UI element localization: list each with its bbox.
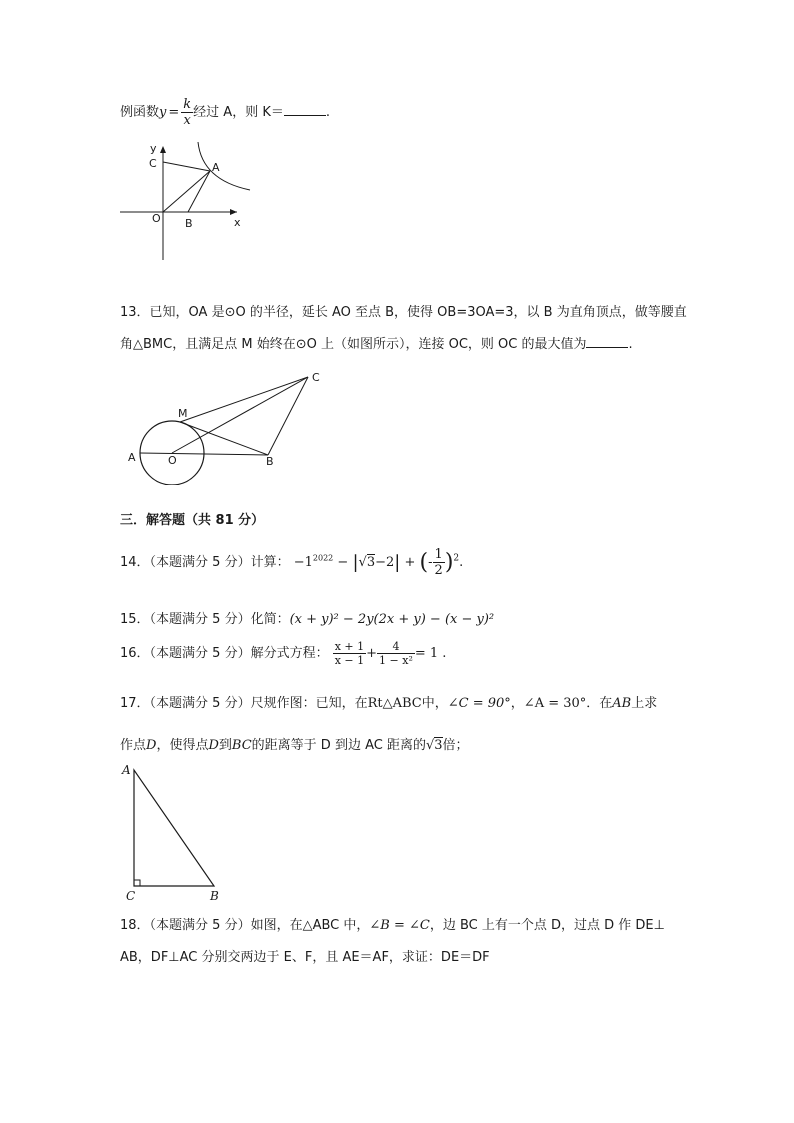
- q17-line2d: 的距离等于 D 到边 AC 距离的: [251, 738, 426, 753]
- q14-abs-left: |: [352, 552, 359, 573]
- q17-line2a: 作点: [120, 738, 147, 753]
- figure-coordinate: [110, 140, 260, 265]
- q14-pow: 2: [453, 553, 460, 564]
- q17-bc: BC: [231, 738, 252, 753]
- section-heading: 三．解答题（共 81 分）: [120, 513, 265, 528]
- fig1-label-c: C: [149, 157, 157, 170]
- q14-neg-one: −1: [293, 555, 313, 570]
- q16-prefix: 16．（本题满分 5 分）解分式方程：: [120, 646, 329, 661]
- q14-prefix: 14．（本题满分 5 分）计算：: [120, 555, 290, 570]
- q14-num: 1: [434, 547, 443, 562]
- q12-num: k: [183, 97, 192, 112]
- fig1-label-o: O: [152, 212, 161, 225]
- q16-n2: 4: [377, 641, 415, 654]
- q14-paren-left: (: [419, 550, 429, 575]
- q12-mid: 经过 A，则 K＝: [193, 105, 284, 120]
- q16-frac1: [333, 641, 366, 666]
- segment-ba: [188, 171, 210, 212]
- q14-inner: −2: [375, 555, 395, 570]
- q15-line: [120, 608, 494, 627]
- q13-end: .: [628, 337, 633, 352]
- q12-fraction: [181, 98, 193, 127]
- q17-angle-c: ∠C = 90°: [447, 696, 511, 711]
- q14-end: .: [459, 555, 464, 570]
- q12-line: [120, 98, 330, 127]
- fig1-label-y: y: [150, 142, 157, 155]
- hyperbola-curve: [198, 142, 250, 190]
- q12-blank: [284, 115, 326, 116]
- q16-n1: x + 1: [334, 640, 365, 653]
- fig1-label-b: B: [185, 217, 193, 230]
- q14-paren-right: ): [444, 550, 454, 575]
- q17-line2e: 倍；: [442, 738, 469, 753]
- fig2-label-c: C: [312, 371, 320, 384]
- q15-expr: (x + y)² − 2y(2x + y) − (x − y)²: [289, 612, 495, 627]
- q13-blank: [586, 347, 628, 348]
- segment-mb: [180, 422, 268, 455]
- segment-oc: [172, 377, 308, 453]
- q17-d: D: [146, 738, 157, 753]
- q15-prefix: 15．（本题满分 5 分）化简：: [120, 612, 290, 627]
- q14-abs-right: |: [394, 552, 401, 573]
- q18-line1: [120, 914, 665, 933]
- q17-line2: [120, 734, 469, 753]
- triangle-abc: [134, 770, 214, 886]
- q17-sqrt-sign: √: [425, 738, 435, 753]
- q17-d2: D: [208, 738, 219, 753]
- q16-d1: x − 1: [334, 654, 365, 667]
- fig1-label-x: x: [234, 216, 241, 229]
- q16-rhs: = 1 .: [414, 646, 447, 661]
- fig3-label-b: B: [210, 889, 219, 903]
- q17-line1: [120, 692, 657, 711]
- fig3-label-c: C: [126, 889, 136, 903]
- q14-neg-sign: -: [428, 555, 433, 570]
- q13-line2-text: 角△BMC，且满足点 M 始终在⊙O 上（如图所示），连接 OC，则 OC 的最大值为: [120, 337, 587, 352]
- q13-line2: [120, 333, 633, 352]
- q16-plus: +: [366, 646, 378, 661]
- fig2-label-m: M: [178, 407, 188, 420]
- segment-ca: [163, 162, 210, 171]
- q14-line: [120, 548, 463, 577]
- q17-line2b: ，使得点: [156, 738, 209, 753]
- right-angle-mark: [134, 880, 140, 886]
- q17-sqrt-arg: 3: [434, 738, 443, 753]
- q12-end: .: [325, 105, 330, 120]
- q17-angle-a: ∠A = 30°: [523, 696, 587, 711]
- q16-d2: 1 − x²: [379, 654, 413, 667]
- q13-line1: 13．已知，OA 是⊙O 的半径，延长 AO 至点 B，使得 OB=3OA=3，以 B 为直角顶点，做等腰直: [120, 305, 687, 320]
- q17-tri: Rt△ABC: [367, 696, 422, 711]
- q14-den: 2: [434, 563, 443, 578]
- fig1-label-a: A: [212, 161, 220, 174]
- q14-fraction: [433, 548, 445, 577]
- q14-exp: 2022: [312, 553, 334, 563]
- q18-angles: ∠B = ∠C: [369, 918, 430, 933]
- q12-pre: 例函数: [120, 105, 160, 120]
- q14-plus: +: [404, 555, 416, 570]
- q17-line2c: 到: [218, 738, 232, 753]
- segment-oa: [163, 171, 210, 212]
- q18-line1b: ，边 BC 上有一个点 D，过点 D 作 DE⊥: [429, 918, 665, 933]
- q17-ab: AB: [612, 696, 632, 711]
- fig2-label-o: O: [168, 454, 177, 467]
- y-axis-arrow: [160, 146, 166, 153]
- q14-minus: −: [337, 555, 349, 570]
- q18-line2: AB，DF⊥AC 分别交两边于 E、F，且 AE＝AF，求证：DE＝DF: [120, 950, 490, 965]
- q17-sep: ，: [510, 696, 524, 711]
- q12-den: x: [183, 113, 191, 128]
- fig2-label-a: A: [128, 451, 136, 464]
- x-axis-arrow: [230, 209, 237, 215]
- fig3-label-a: A: [122, 763, 131, 777]
- q14-sqrt-sign: √: [358, 555, 367, 570]
- q17-end1: 上求: [631, 696, 658, 711]
- figure-circle: [120, 365, 330, 485]
- figure-right-triangle: [118, 760, 233, 905]
- q16-line: [120, 641, 446, 666]
- q14-sqrt-arg: 3: [366, 555, 376, 570]
- q12-y: y: [159, 105, 167, 120]
- q18-line1a: 18．（本题满分 5 分）如图，在△ABC 中，: [120, 918, 370, 933]
- q12-eq: =: [168, 105, 180, 120]
- q17-prefix: 17．（本题满分 5 分）尺规作图：已知，在: [120, 696, 368, 711]
- fig2-label-b: B: [266, 455, 274, 468]
- q17-mid2: ．在: [586, 696, 613, 711]
- q17-mid1: 中，: [421, 696, 448, 711]
- q16-frac2: [377, 641, 415, 666]
